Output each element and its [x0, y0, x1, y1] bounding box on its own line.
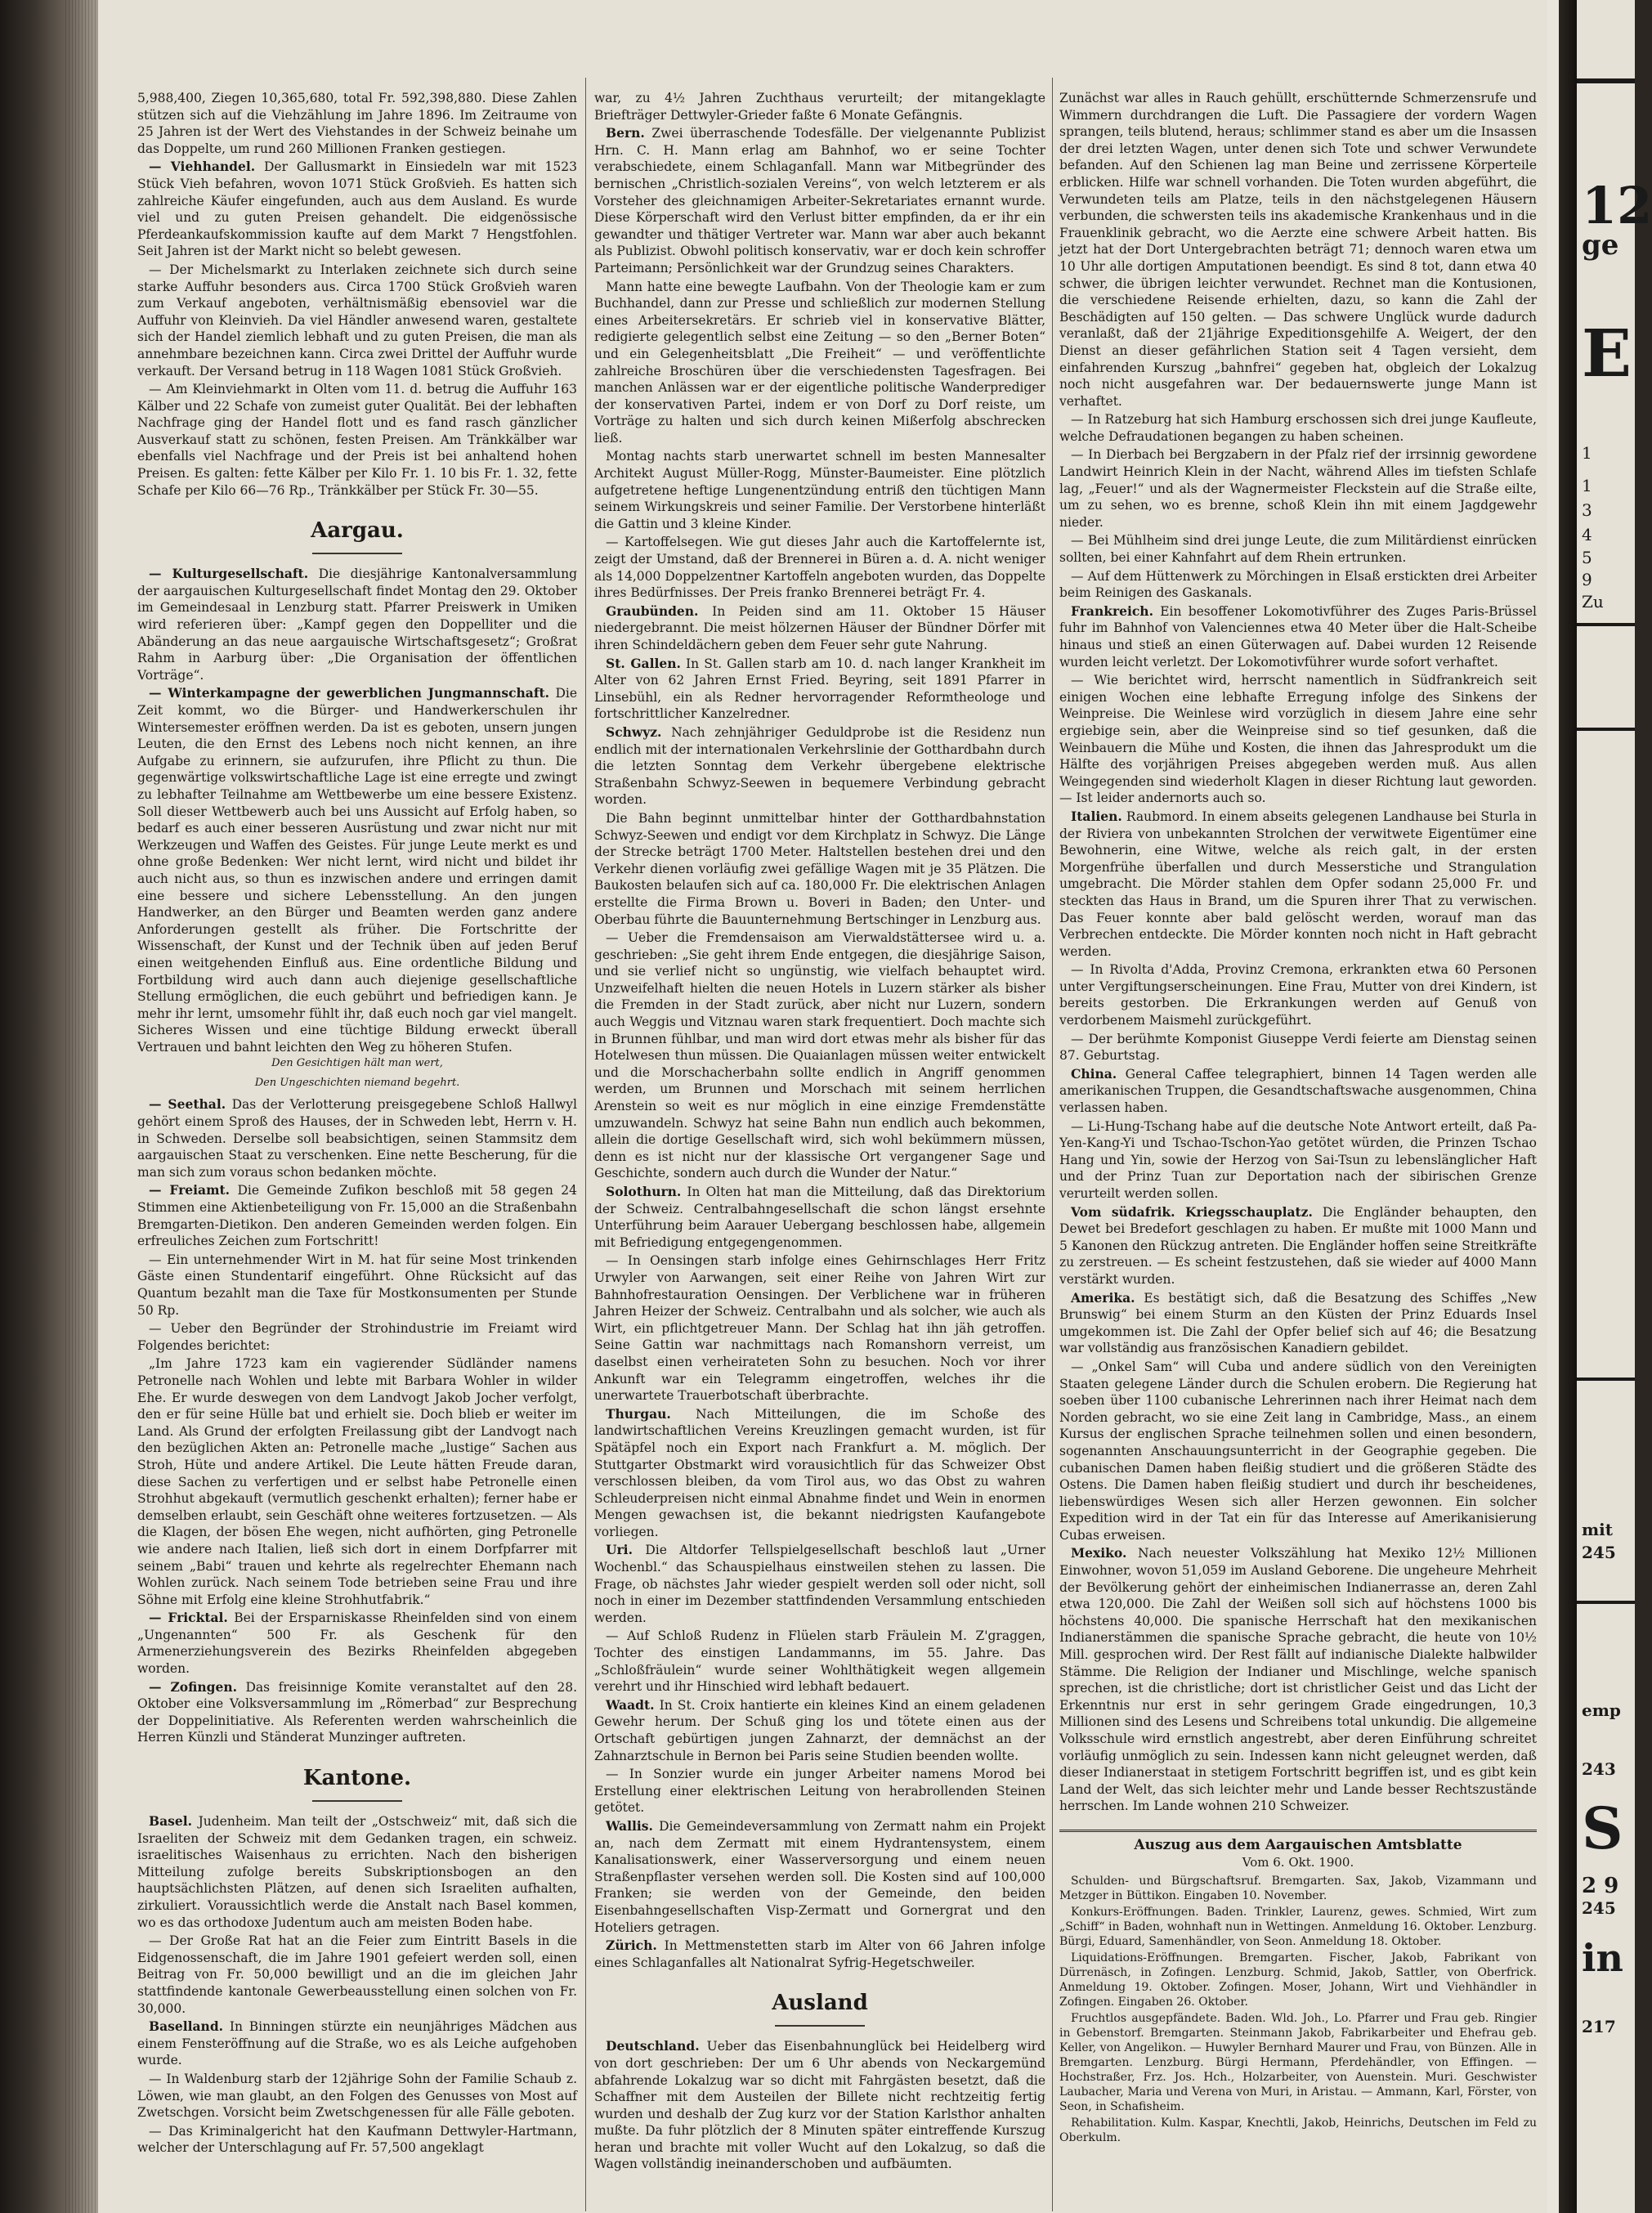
article-text: Die Gemeinde Zufikon beschloß mit 58 gegen 24 Stimmen eine Aktienbeteiligung von Fr. 15,000 an die Straßenbahn Bremgarten-Dietikon. Den anderen Gemeinden werden folgen. Ein erfreuliches Zeichen zum Fortschritt! — [137, 1183, 577, 1249]
amtsblatt-date: Vom 6. Okt. 1900. — [1242, 1854, 1354, 1870]
poem-line: Den Ungeschichten niemand begehrt. — [254, 1077, 460, 1090]
amtsblatt-title: Auszug aus dem Aargauischen Amtsblatte — [1059, 1830, 1537, 1854]
article-uri — [594, 1542, 1045, 1626]
article-text: — In Waldenburg starb der 12jährige Sohn der Familie Schaub z. Löwen, wie man glaubt, an den Folgen des Genusses von Most auf Zwetschgen. Vorsicht beim Zwetschgenessen für alle Fälle geboten. — [137, 2071, 577, 2121]
fragment-text: 245 — [1582, 1543, 1616, 1562]
amtsblatt-entry: Schulden- und Bürgschaftsruf. Bremgarten. Sax, Jakob, Vizammann und Metzger in Büttikon. Eingaben 10. November. — [1059, 1875, 1537, 1903]
article-text: In Binningen stürzte ein neunjähriges Mädchen aus einem Fensteröffnung auf die Straße, wo es als Leiche aufgehoben wurde. — [137, 2019, 577, 2068]
fragment-text: mit — [1582, 1520, 1613, 1539]
article-text: — Der berühmte Komponist Giuseppe Verdi feierte am Dienstag seinen 87. Geburtstag. — [1059, 1031, 1537, 1064]
article-solothurn — [594, 1184, 1045, 1251]
article-lead: Graubünden. — [606, 603, 699, 619]
article-lead: Waadt. — [606, 1696, 655, 1713]
rule — [1577, 1378, 1635, 1381]
article-china — [1059, 1066, 1537, 1117]
article-text: Die Gemeindeversammlung von Zermatt nahm ein Projekt an, nach dem Zermatt mit einem Hydrantensystem, einem Kanalisationswerk, einer Wasserversorgung und einem neuen Straßenpflaster versehen werden soll. Die Kosten sind auf 100,000 Franken; sie werden von der Gemeinde, den beiden Eisenbahngesellschaften Visp-Zermatt und Gornergrat und den Hoteliers getragen. — [594, 1818, 1045, 1935]
heading-rule — [312, 553, 402, 554]
article-lead: Zürich. — [606, 1937, 657, 1954]
fragment-text: 9 — [1582, 570, 1592, 589]
article-text: Die diesjährige Kantonalversammlung der aargauischen Kulturgesellschaft findet Montag den 29. Oktober im Gemeindesaal in Lenzburg statt. Pfarrer Preiswerk in Umiken wird referieren über: „Kampf gegen den Doppelliter und die Abänderung an das neue aargauische Wirtschaftsgesetz“; Großrat Rahm in Aarburg über: „Die Organisation der öffentlichen Vorträge“. — [137, 567, 578, 683]
article-thurgau — [594, 1406, 1045, 1541]
article-freiamt — [137, 1182, 577, 1249]
article-text: war, zu 4½ Jahren Zuchthaus verurteilt; der mitangeklagte Briefträger Dettwyler-Grieder faßte 6 Monate Gefängnis. — [594, 91, 1045, 123]
fragment-text: 1 — [1582, 476, 1592, 495]
article-text: Das freisinnige Komite veranstaltet auf den 28. Oktober eine Volksversammlung im „Römerbad“ zur Besprechung der Doppelinitiative. Als Referenten werden wahrscheinlich die Herren Künzli und Ständerat Munzinger auftreten. — [137, 1679, 578, 1745]
article-text: In Peiden sind am 11. Oktober 15 Häuser niedergebrannt. Die meist hölzernen Häuser der Bündner Dörfer mit ihren Schindeldächern geben dem Feuer sehr gute Nahrung. — [594, 603, 1045, 652]
article-viehhandel — [137, 159, 577, 260]
article-wallis — [594, 1818, 1045, 1936]
article-basel — [137, 1813, 577, 1931]
fragment-text: 12 — [1582, 176, 1652, 235]
article-lead: St. Gallen. — [606, 655, 681, 671]
article-lead: Thurgau. — [606, 1405, 671, 1422]
article-text: Mann hatte eine bewegte Laufbahn. Von der Theologie kam er zum Buchhandel, dann zur Presse und schließlich zur modernen Stellung eines Arbeitersekretärs. Er schrieb viel in konservative Blätter, redigierte gelegentlich selbst eine Zeitung — so den „Berner Boten“ und ein Gelegenheitsblatt „Die Freiheit“ — und veröffentlichte zahlreiche Broschüren über die verschiedensten Tagesfragen. Bei manchen Anlässen war er der eigentliche politische Wanderprediger der konservativen Partei, indem er von Dorf zu Dorf reiste, um Vorträge zu halten und sich durch keinen Mißerfolg abschrecken ließ. — [594, 279, 1045, 446]
fragment-text: 2 9 — [1582, 1874, 1619, 1898]
amtsblatt-entry: Rehabilitation. Kulm. Kaspar, Knechtli, Jakob, Heinrichs, Deutschen im Feld zu Oberkulm. — [1059, 2117, 1537, 2145]
article-lead: Baselland. — [149, 2018, 224, 2035]
article-suedafrika — [1059, 1204, 1537, 1288]
article-text: In St. Gallen starb am 10. d. nach langer Krankheit im Alter von 62 Jahren Ernst Fried. Beyring, seit 1891 Pfarrer in Linsebühl, ein als Redner hervorragender Reformtheologe und fortschrittlicher Kanzelredner. — [594, 656, 1046, 722]
article-amerika — [1059, 1290, 1537, 1357]
fragment-text: 217 — [1582, 2017, 1616, 2036]
article-lead: — Fricktal. — [149, 1610, 228, 1626]
fragment-text: 1 — [1582, 443, 1592, 463]
amtsblatt-entry: Liquidations-Eröffnungen. Bremgarten. Fischer, Jakob, Fabrikant von Dürrenäsch, in Zofingen. Lenzburg. Schmid, Jakob, Sattler, von Oberfrick. Anmeldung 19. Oktober. Zofingen. Moser, Johann, Wirt und Viehhändler in Zofingen. Eingaben 26. Oktober. — [1059, 1951, 1537, 2009]
article-text: In Olten hat man die Mitteilung, daß das Direktorium der Schweiz. Centralbahngesellschaft die schon längst ersehnte Unterführung beim Aarauer Uebergang beschlossen habe, allgemein mit Befriedigung entgegengenommen. — [594, 1185, 1045, 1250]
article-bern — [594, 125, 1045, 276]
fragment-text: 245 — [1582, 1898, 1616, 1918]
article-text: Montag nachts starb unerwartet schnell im besten Mannesalter Architekt August Müller-Rogg, Münster-Baumeister. Eine plötzlich aufgetretene heftige Lungenentzündung entriß den tüchtigen Mann seinem Wirkungskreis und seiner Familie. Der Verstorbene hinterläßt die Gattin und 3 kleine Kinder. — [594, 449, 1045, 531]
article-text: — Li-Hung-Tschang habe auf die deutsche Note Antwort erteilt, daß Pa-Yen-Kang-Yi und Tschao-Tschon-Yao getötet würden, die Prinzen Tschao Hang und Yin, sowie der Herzog von Sai-Tsun zu lebenslänglicher Haft und der Prinz Tuan zur Deportation nach der sibirischen Grenze verurteilt werden sollen. — [1059, 1118, 1537, 1201]
article-text: — Ueber den Begründer der Strohindustrie im Freiamt wird Folgendes berichtet: — [137, 1321, 577, 1353]
article-text: — In Dierbach bei Bergzabern in der Pfalz rief der irrsinnig gewordene Landwirt Heinrich Klein in der Nacht, während Alles im tiefsten Schlafe lag, „Feuer!“ und als der Wagnermeister Fleckstein auf die Straße eilte, um zu sehen, wo es brenne, schoß Klein ihn mit einem Jagdgewehr nieder. — [1059, 447, 1537, 530]
article-text: — Das Kriminalgericht hat den Kaufmann Dettwyler-Hartmann, welcher der Unterschlagung auf Fr. 57,500 angeklagt — [137, 2123, 577, 2156]
article-text: Der Gallusmarkt in Einsiedeln war mit 1523 Stück Vieh befahren, wovon 1071 Stück Großvieh. Es hatten sich zahlreiche Käufer eingefunden, auch aus dem Ausland. Es wurde viel und zu guten Preisen gehandelt. Die eidgenössische Pferdeankaufskommission kaufte auf dem Markt 7 Hengstfohlen. Seit Jahren ist der Markt nicht so belebt gewesen. — [137, 159, 577, 259]
article-kulturgesellschaft — [137, 566, 577, 683]
article-lead: Wallis. — [606, 1817, 653, 1834]
heading-rule — [775, 2025, 865, 2027]
article-text: Das der Verlotterung preisgegebene Schloß Hallwyl gehört einem Sproß des Hauses, der in Schweden lebt, Herrn v. H. in Schweden. Derselbe soll beabsichtigen, seinen Stammsitz dem aargauischen Staat zu verschenken. Eine nette Bescherung, für die man sich zum voraus schon bedanken möchte. — [137, 1097, 577, 1180]
article-text: — Auf dem Hüttenwerk zu Mörchingen in Elsaß erstickten drei Arbeiter beim Reinigen des Gaskanals. — [1059, 568, 1537, 601]
fragment-text: S — [1582, 1794, 1623, 1862]
article-text: Raubmord. In einem abseits gelegenen Landhause bei Sturla in der Riviera von unbekannten Strolchen der verwitwete Eigentümer eine Bewohnerin, eine Witwe, welche als reich galt, in der ersten Morgenfrühe überfallen und durch Messerstiche und Strangulation umgebracht. Die Mörder stahlen dem Opfer sodann 25,000 Fr. und steckten das Haus in Brand, um die Spuren ihrer That zu verwischen. Das Feuer konnte aber bald gelöscht werden, worauf man das Verbrechen entdeckte. Die Mörder konnten noch nicht in Haft gebracht werden. — [1059, 809, 1537, 959]
fragment-text: 3 — [1582, 500, 1592, 520]
fragment-text: in — [1582, 1936, 1623, 1980]
article-text: Ein besoffener Lokomotivführer des Zuges Paris-Brüssel fuhr im Bahnhof von Valenciennes etwa 40 Meter über die Halt-Scheibe hinaus und stieß an einen Güterwagen auf. Dabei wurden 12 Reisende wurden leicht verletzt. Der Lokomotivführer wurde sofort verhaftet. — [1059, 603, 1537, 670]
article-winterkampagne — [137, 685, 577, 1055]
article-text: — In Ratzeburg hat sich Hamburg erschossen sich drei junge Kaufleute, welche Defraudationen begangen zu haben scheinen. — [1059, 412, 1537, 444]
article-graubuenden — [594, 603, 1045, 654]
poem-line: Den Gesichtigen hält man wert, — [271, 1057, 443, 1070]
article-baselland — [137, 2018, 577, 2069]
book-spine — [0, 0, 98, 2213]
article-text: 5,988,400, Ziegen 10,365,680, total Fr. 592,398,880. Diese Zahlen stützen sich auf die Viehzählung im Jahre 1896. Im Zeitraume von 25 Jahren ist der Wert des Viehstandes in der Schweiz beinahe um das Doppelte, um rund 260 Millionen Franken gestiegen. — [137, 91, 577, 156]
page-gutter — [1559, 0, 1577, 2213]
article-text: In St. Croix hantierte ein kleines Kind an einem geladenen Gewehr herum. Der Schuß ging los und tötete einen aus der Ortschaft gebürtigen jungen Zahnarzt, der demnächst an der Zahnarztschule in Bernon bei Paris seine Studien beenden wollte. — [594, 1697, 1045, 1763]
article-lead: Italien. — [1071, 808, 1122, 824]
column-3 — [1059, 90, 1537, 2147]
article-lead: Deutschland. — [606, 2038, 700, 2054]
amtsblatt-entry: Konkurs-Eröffnungen. Baden. Trinkler, Laurenz, gewes. Schmied, Wirt zum „Schiff“ in Baden, wohnhaft nun in Wettingen. Anmeldung 16. Oktober. Lenzburg. Bürgi, Eduard, Samenhändler, von Seon. Anmeldung 18. Oktober. — [1059, 1906, 1537, 1949]
article-lead: Bern. — [606, 125, 645, 141]
article-text: Judenheim. Man teilt der „Ostschweiz“ mit, daß sich die Israeliten der Schweiz mit dem Gedanken tragen, ein schweiz. israelitisches Waisenhaus zu errichten. Nach den bisherigen Mitteilung zufolge bereits Subskriptionsbogen an den hauptsächlichsten Plätzen, auf denen sich Israeliten aufhalten, zirkuliert. Voraussichtlich werde die Anstalt nach Basel kommen, wo es das orthodoxe Judentum auch am meisten Boden habe. — [137, 1814, 577, 1930]
article-text: Ueber das Eisenbahnunglück bei Heidelberg wird von dort geschrieben: Der um 6 Uhr abends von Neckargemünd abfahrende Lokalzug war so dicht mit Fahrgästen besetzt, daß die Schaffner mit dem Austeilen der Billete nicht rechtzeitig fertig wurden und deshalb der Zug kurz vor der Station Karlsthor anhalten mußte. Da fuhr plötzlich der 8 Minuten später eintreffende Kurszug heran und brachte mit voller Wucht auf den Lokalzug, so daß die Wagen vollständig ineinanderschoben und aufbäumten. — [594, 2039, 1045, 2172]
article-lead: — Zofingen. — [149, 1678, 238, 1695]
article-zuerich — [594, 1937, 1045, 1971]
article-text: Zunächst war alles in Rauch gehüllt, erschütternde Schmerzensrufe und Wimmern durchdrangen die Luft. Die Passagiere der vordern Wagen sprangen, teils blutend, heraus; schlimmer stand es aber um die Insassen der drei letzten Wagen, unter denen sich Tote und schwer Verwundete befanden. Auf den Schienen lag man Beine und zerrissene Körperteile erblicken. Hilfe war schnell vorhanden. Die Toten wurden abgeführt, die Verwundeten teils am Platze, teils in den nächstgelegenen Häusern verbunden, die schwersten teils ins akademische Krankenhaus und in die Frauenklinik gebracht, wo die Aerzte eine schwere Arbeit hatten. Bis jetzt hat der Dort Untergebrachten beträgt 71; dennoch waren etwa um 10 Uhr alle dortigen Amputationen beendigt. Es sind 8 tot, dann etwa 40 schwer, die übrigen leichter verwundet. Rechnet man die Kontusionen, die verschiedene Reisende erhielten, dazu, so kann die Zahl der Beschädigten auf 150 gelten. — Das schwere Unglück wurde dadurch veranlaßt, daß der 21jährige Expeditionsgehilfe A. Weigert, der den Dienst an dieser gefährlichen Station seit 4 Tagen versieht, dem einfahrenden Kurszug „bahnfrei“ gegeben hat, obgleich der Lokalzug noch nicht ausgefahren war. Der bedauernswerte junge Mann ist verhaftet. — [1059, 91, 1537, 409]
article-lead: — Seethal. — [149, 1096, 226, 1113]
article-text: — Ueber die Fremdensaison am Vierwaldstättersee wird u. a. geschrieben: „Sie geht ihrem Ende entgegen, die diesjährige Saison, und sie verlief nicht so ungünstig, wie vielfach behauptet wird. Unzweifelhaft hielten die neuen Hotels in Luzern stärker als bisher die Fremden in der Stadt zurück, aber nicht nur Luzern, sondern auch Weggis und Vitznau waren stark frequentiert. Doch machte sich in Brunnen fühlbar, und man wird dort etwas mehr als bisher für das Hotelwesen thun müssen. Die Quaianlagen müssen weiter entwickelt und die Morschacherbahn sollte endlich in Angriff genommen werden, um Brunnen und Morschach mit seinem herrlichen Arenstein so weit es nur möglich in eine einzige Fremdenstätte umzuwandeln. Schwyz hat seine Bahn nun endlich auch bekommen, allein die dortige Gesellschaft wird, sich wohl bekümmern müssen, denn es ist nicht nur der klassische Ort vergangener Sage und Geschichte, sondern auch durch die Wunder der Natur.“ — [594, 930, 1045, 1181]
article-text: Die Altdorfer Tellspielgesellschaft beschloß laut „Urner Wochenbl.“ das Schauspielhaus einstweilen stehen zu lassen. Die Frage, ob nächstes Jahr wieder gespielt werden soll oder nicht, soll noch in einer im Dezember stattfindenden Versammlung entschieden werden. — [594, 1543, 1045, 1625]
rule — [1577, 728, 1635, 731]
article-lead: Amerika. — [1071, 1289, 1135, 1306]
article-text: Nach zehnjähriger Geduldprobe ist die Residenz nun endlich mit der internationalen Verkehrslinie der Gotthardbahn durch die letzten Sonntag dem Verkehr übergebene elektrische Straßenbahn Schwyz-Seewen in bequemere Verbindung gebracht worden. — [594, 724, 1045, 808]
heading-rule — [312, 1800, 402, 1802]
column-rule — [585, 78, 586, 2211]
fragment-text: E — [1582, 315, 1632, 392]
section-heading-kantone: Kantone. — [302, 1766, 412, 1791]
article-text: Nach Mitteilungen, die im Schoße des landwirtschaftlichen Vereins Kreuzlingen gemacht wurden, ist für Spätäpfel noch ein Export nach Frankfurt a. M. möglich. Der Stuttgarter Obstmarkt wird vorausichtlich für das Schweizer Obst verschlossen bleiben, da vom Tirol aus, wo das Obst zu wahren Schleuderpreisen nicht einmal Abnahme findet und Wein in enormen Mengen gewachsen ist, die bekannt niedrigsten Kaufangebote vorliegen. — [594, 1406, 1045, 1539]
article-lead: — Freiamt. — [149, 1182, 231, 1198]
article-lead: Basel. — [149, 1813, 193, 1830]
column-1 — [137, 90, 577, 2158]
article-text: — „Onkel Sam“ will Cuba und andere südlich von den Vereinigten Staaten gelegene Länder durch die Schulen erobern. Die Regierung hat soeben über 1100 cubanische Lehrerinnen nach ihrer Heimat nach dem Norden gebracht, wo sie eine Zeit lang in Cambridge, Mass., an einem Kursus der englischen Sprache teilnehmen sollen und einen besondern, sogenannten Anschauungsunterricht in der Geographie gegeben. Die cubanischen Damen haben fleißig studiert und die größeren Städte des Ostens. Die Damen haben fleißig studiert und durch ihr bescheidenes, liebenswürdiges Wesen sich aller Herzen gewonnen. Ein solcher Expedition wird in der Tat ein für das Interesse auf Amerikanisierung Cubas erweisen. — [1059, 1359, 1537, 1543]
article-italien — [1059, 809, 1537, 960]
article-text: — In Rivolta d'Adda, Provinz Cremona, erkrankten etwa 60 Personen unter Vergiftungserscheinungen. Eine Frau, Mutter von drei Kindern, ist bereits gestorben. Die Erkrankungen werden auf Genuß von verdorbenem Maismehl zurückgeführt. — [1059, 962, 1537, 1028]
rule — [1577, 78, 1635, 83]
fragment-text: 4 — [1582, 525, 1592, 544]
article-lead: — Viehhandel. — [149, 159, 256, 175]
section-heading-ausland: Ausland — [772, 1991, 868, 2016]
article-text: Es bestätigt sich, daß die Besatzung des Schiffes „New Brunswig“ bei einem Sturm an den Küsten der Prinz Eduards Insel umgekommen ist. Die Zahl der Opfer belief sich auf 46; die Besatzung war vollständig aus französischen Kanadiern gebildet. — [1059, 1290, 1537, 1356]
article-text: General Caffee telegraphiert, binnen 14 Tagen werden alle amerikanischen Truppen, die Gesandtschaftswache ausgenommen, China verlassen haben. — [1059, 1066, 1537, 1116]
article-lead: Frankreich. — [1071, 603, 1153, 619]
column-2 — [594, 90, 1045, 2175]
article-text: Die Zeit kommt, wo die Bürger- und Handwerkerschulen ihr Wintersemester eröffnen werden. Da ist es geboten, unsern jungen Leuten, die den Ernst des Lebens noch nicht kennen, an ihre Aufgabe zu erinnern, sie aufzurufen, ihre Pflicht zu thun. Die gegenwärtige volkswirtschaftliche Lage ist eine erregte und zwingt zu lebhafter Teilnahme am Wettbewerbe um eine bessere Existenz. Soll dieser Wettbewerb auch bei uns Aussicht auf Erfolg haben, so bedarf es auch einer besseren Ausrüstung und zwar nicht nur mit Werkzeugen und Waffen des Geistes. Für junge Leute merkt es und ohne große Bedenken: Wer nicht lernt, wird nicht und bildet ihr auch nicht aus, so thun es inzwischen andere und erringen damit eine bessere und sichere Lebensstellung. An den jungen Handwerker, an den Bürger und Beamten werden ganz andere Anforderungen gestellt als früher. Die Fortschritte der Wissenschaft, der Kunst und der Technik üben auf jeden Beruf einen weitgehenden Einfluß aus. Eine ordentliche Bildung und Fortbildung wird auch dann auch diejenige gesellschaftliche Stellung ermöglichen, die euch gebührt und befriedigen kann. Je mehr ihr lernt, umsomehr fühlt ihr, daß euch noch gar viel mangelt. Sicheres Wissen und eine tüchtige Bildung erweckt überall Vertrauen und bahnt leichten den Weg zu höheren Stufen. — [137, 686, 578, 1055]
article-lead: Uri. — [606, 1542, 633, 1558]
rule — [1577, 623, 1635, 626]
column-rule — [1052, 78, 1053, 2211]
article-seethal — [137, 1096, 577, 1180]
article-frankreich — [1059, 603, 1537, 670]
article-lead: Schwyz. — [606, 723, 662, 740]
article-lead: Vom südafrik. Kriegsschauplatz. — [1071, 1203, 1313, 1220]
article-mexiko — [1059, 1545, 1537, 1815]
article-lead: — Winterkampagne der gewerblichen Jungmannschaft. — [149, 685, 550, 701]
article-text: — Auf Schloß Rudenz in Flüelen starb Fräulein M. Z'graggen, Tochter des einstigen Landammanns, im 55. Jahre. Das „Schloßfräulein“ wurde seiner Wohlthätigkeit wegen allgemein verehrt und ihr Hinschied wird lebhaft bedauert. — [594, 1628, 1045, 1695]
article-text: In Mettmenstetten starb im Alter von 66 Jahren infolge eines Schlaganfalles alt Nationalrat Syfrig-Hegetschweiler. — [594, 1938, 1045, 1970]
fragment-text: ge — [1582, 229, 1619, 262]
fragment-text: 243 — [1582, 1759, 1616, 1779]
article-fricktal — [137, 1610, 577, 1677]
article-text: — Der Große Rat hat an die Feier zum Eintritt Basels in die Eidgenossenschaft, die im Jahre 1901 gefeiert werden soll, einen Beitrag von Fr. 50,000 bewilligt und an die im gleichen Jahr stattfindende kantonale Gewerbeausstellung einen solchen von Fr. 30,000. — [137, 1933, 577, 2016]
article-text: — Am Kleinviehmarkt in Olten vom 11. d. betrug die Auffuhr 163 Kälber und 22 Schafe von zumeist guter Qualität. Bei der lebhaften Nachfrage ging der Handel flott und es fand rasch gänzlicher Ausverkauf statt zu schönen, festen Preisen. Am Tränkkälber war ebenfalls viel Nachfrage und der Preis ist bei anhaltend hohen Preisen. Es galten: fette Kälber per Kilo Fr. 1. 10 bis Fr. 1. 32, fette Schafe per Kilo 66—76 Rp., Tränkkälber per Stück Fr. 30—55. — [137, 382, 577, 498]
rule — [1577, 1601, 1635, 1604]
article-text: Zwei überraschende Todesfälle. Der vielgenannte Publizist Hrn. C. H. Mann erlag am Bahnhof, wo er seine Tochter verabschiedete, einem Schlaganfall. Mann war Mitbegründer des bernischen „Christlich-sozialen Vereins“, von welch letzterem er als Vorsteher des gleichnamigen Arbeiter-Sekretariates ernannt wurde. Diese Körperschaft wird den Verlust bitter empfinden, da er ihr ein gewandter und thätiger Vertreter war. Mann war aber auch bekannt als Publizist. Obwohl politisch konservativ, war er doch kein schroffer Parteimann; Persönlichkeit war der Grundzug seines Charakters. — [594, 126, 1045, 276]
article-text: — Ein unternehmender Wirt in M. hat für seine Most trinkenden Gäste einen Stundentarif eingeführt. Ohne Rücksicht auf das Quantum bezahlt man die Taxe für Mostkonsumenten per Stunde 50 Rp. — [137, 1252, 577, 1318]
article-lead: — Kulturgesellschaft. — [149, 566, 309, 582]
article-text: Die Engländer behaupten, den Dewet bei Bredefort geschlagen zu haben. Er mußte mit 1000 Mann und 5 Kanonen den Rückzug antreten. Die Engländer hoffen seine Streitkräfte zu zerstreuen. — Es scheint festzustehen, daß sie wieder auf 4000 Mann verstärkt wurden. — [1059, 1204, 1537, 1287]
facing-page-fragment — [1577, 0, 1652, 2213]
fragment-text: 5 — [1582, 548, 1592, 567]
article-waadt — [594, 1697, 1045, 1764]
article-schwyz — [594, 724, 1045, 809]
article-lead: Mexiko. — [1071, 1545, 1127, 1561]
page-margin — [1547, 0, 1559, 2213]
article-text: Bei der Ersparniskasse Rheinfelden sind von einem „Ungenannten“ 500 Fr. als Geschenk für den Armenerziehungsverein des Bezirks Rheinfelden abgegeben worden. — [137, 1610, 577, 1677]
section-heading-aargau: Aargau. — [311, 518, 404, 544]
amtsblatt-entry: Fruchtlos ausgepfändete. Baden. Wld. Joh., Lo. Pfarrer und Frau geb. Ringier in Gebenstorf. Bremgarten. Steinmann Jakob, Fabrikarbeiter und Ehefrau geb. Keller, von Angelikon. — Huwyler Bernhard Maurer und Frau, von Bünzen. Alle in Bremgarten. Lenzburg. Bürgi Hermann, Pferdehändler, von Effingen. — Hochstraßer, Frz. Jos. Hch., Holzarbeiter, von Auenstein. Muri. Geschwister Laubacher, Maria und Verena von Muri, in Aristau. — Ammann, Karl, Förster, von Seon, in Schafisheim. — [1059, 2012, 1537, 2114]
fragment-text: emp — [1582, 1700, 1621, 1720]
article-zofingen — [137, 1679, 577, 1746]
article-lead: Solothurn. — [606, 1184, 682, 1199]
article-text: — Der Michelsmarkt zu Interlaken zeichnete sich durch seine starke Auffuhr besonders aus. Circa 1700 Stück Großvieh waren zum Verkauf angeboten, verhältnismäßig ebensoviel war die Auffuhr von Kleinvieh. Da viel Händler anwesend waren, gestaltete sich der Handel ziemlich lebhaft und zu guten Preisen, die man als annehmbare bezeichnen kann. Circa zwei Drittel der Auffuhr wurde verkauft. Der Versand betrug in 118 Wagen 1081 Stück Großvieh. — [137, 262, 577, 379]
article-st-gallen — [594, 656, 1045, 723]
fragment-text: Zu — [1582, 592, 1604, 611]
article-lead: China. — [1071, 1065, 1117, 1082]
article-text: — Kartoffelsegen. Wie gut dieses Jahr auch die Kartoffelernte ist, zeigt der Umstand, daß der Brennerei in Büren a. d. A. nicht weniger als 14,000 Doppelzentner Kartoffeln angeboten wurden, das Doppelte ihres Bedürfnisses. Der Preis franko Brennerei beträgt Fr. 4. — [594, 535, 1045, 601]
article-deutschland — [594, 2038, 1045, 2173]
article-text: — Wie berichtet wird, herrscht namentlich in Südfrankreich seit einigen Wochen eine lebhafte Erregung infolge des Sinkens der Weinpreise. Die Weinlese wird vorzüglich in diesem Jahre eine sehr ergiebige sein, aber die Weinpreise sind so tief gesunken, daß die Weinbauern die Mühe und Kosten, die ihnen das Jahresprodukt um die Hälfte des vorjährigen Preises abgegeben werden muß. Aus allen Weingegenden sind wiederholt Klagen in dieser Richtung laut geworden. — Ist leider andernorts auch so. — [1059, 673, 1537, 806]
article-text: Nach neuester Volkszählung hat Mexiko 12½ Millionen Einwohner, wovon 51,059 im Ausland Geborene. Die ungeheure Mehrheit der Bevölkerung gehört der einheimischen Indianerrasse an, deren Zahl etwa 120,000. Die Zahl der Weißen soll sich auf höchstens 1000 bis höchstens 40,000. Die spanische Herrschaft hat den mexikanischen Indianerstämmen die spanische Sprache gebracht, die heute von 10½ Mill. gesprochen wird. Der Rest fällt auf indianische Dialekte halbwilder Stämme. Die Religion der Indianer und Mischlinge, welche spanisch sprechen, ist die christliche; dort ist christlicher Geist und das Licht der Erkenntnis nur erst in sehr geringem Grade eingedrungen, 10,3 Millionen sind des Lesens und Schreibens total unkundig. Die allgemeine Volksschule wird ernstlich angestrebt, aber deren Einführung schreitet vorläufig unmöglich zu sein. Indessen kann nicht geleugnet werden, daß dieser Indianerstaat in stetigem Fortschritt begriffen ist, und es gibt kein Land der Welt, das sich leichter mehr und Lande besser Rechtszustände herrschen. Im Lande wohnen 210 Schweizer. — [1059, 1546, 1537, 1814]
article-text: Die Bahn beginnt unmittelbar hinter der Gotthardbahnstation Schwyz-Seewen und endigt vor dem Kirchplatz in Schwyz. Die Länge der Strecke beträgt 1700 Meter. Haltstellen bestehen drei und den Verkehr dienen vorläufig zwei gefällige Wagen mit je 35 Plätzen. Die Baukosten belaufen sich auf ca. 180,000 Fr. Die elektrischen Anlagen erstellte die Firma Brown u. Boveri in Baden; den Unter- und Oberbau führte die Bauunternehmung Bertschinger in Lenzburg aus. — [594, 810, 1045, 927]
article-text: „Im Jahre 1723 kam ein vagierender Südländer namens Petronelle nach Wohlen und lebte mit Barbara Wohler in wilder Ehe. Er wurde deswegen von dem Landvogt Jakob Jocher verfolgt, den er für seine Hülle bat und erhielt sie. Doch blieb er weiter im Land. Als Grund der erfolgten Freilassung gibt der Landvogt nach den bezüglichen Akten an: Petronelle mache „lustige“ Sachen aus Stroh, Hüte und andere Artikel. Die Leute hätten Freude daran, diese Sachen zu verfertigen und er selbst habe Petronelle einen Strohhut abgekauft (vermutlich geschenkt erhalten); ferner habe er demselben erlaubt, sein Geschäft ohne weiteres fortzusetzen. — Als die Klagen, der bösen Ehe wegen, nicht aufhörten, ging Petronelle wie andere nach Italien, ließ sich dort in einem Dorfpfarrer mit seinem „Babi“ trauen und kehrte als regelrechter Ehemann nach Wohlen zurück. Nach seinem Tode betrieben seine Frau und ihre Söhne mit Erfolg eine kleine Strohhutfabrik.“ — [137, 1356, 577, 1607]
article-text: — Bei Mühlheim sind drei junge Leute, die zum Militärdienst einrücken sollten, bei einer Kahnfahrt auf dem Rhein ertrunken. — [1059, 533, 1537, 566]
article-text: — In Oensingen starb infolge eines Gehirnschlages Herr Fritz Urwyler von Aarwangen, seit einer Reihe von Jahren Wirt zur Bahnhofrestauration Oensingen. Der Verblichene war in früheren Jahren Heizer der Schweiz. Centralbahn und als solcher, wie auch als Wirt, ein pflichtgetreuer Mann. Der Schlag hat ihn jäh getroffen. Seine Gattin war nachmittags nach Romanshorn verreist, um daselbst einen verheirateten Sohn zu besuchen. Noch vor ihrer Ankunft war ein Telegramm eingetroffen, welches ihr die unerwartete Trauerbotschaft überbrachte. — [594, 1253, 1045, 1404]
article-text: — In Sonzier wurde ein junger Arbeiter namens Morod bei Erstellung einer elektrischen Leitung von herabrollenden Steinen getötet. — [594, 1767, 1045, 1816]
